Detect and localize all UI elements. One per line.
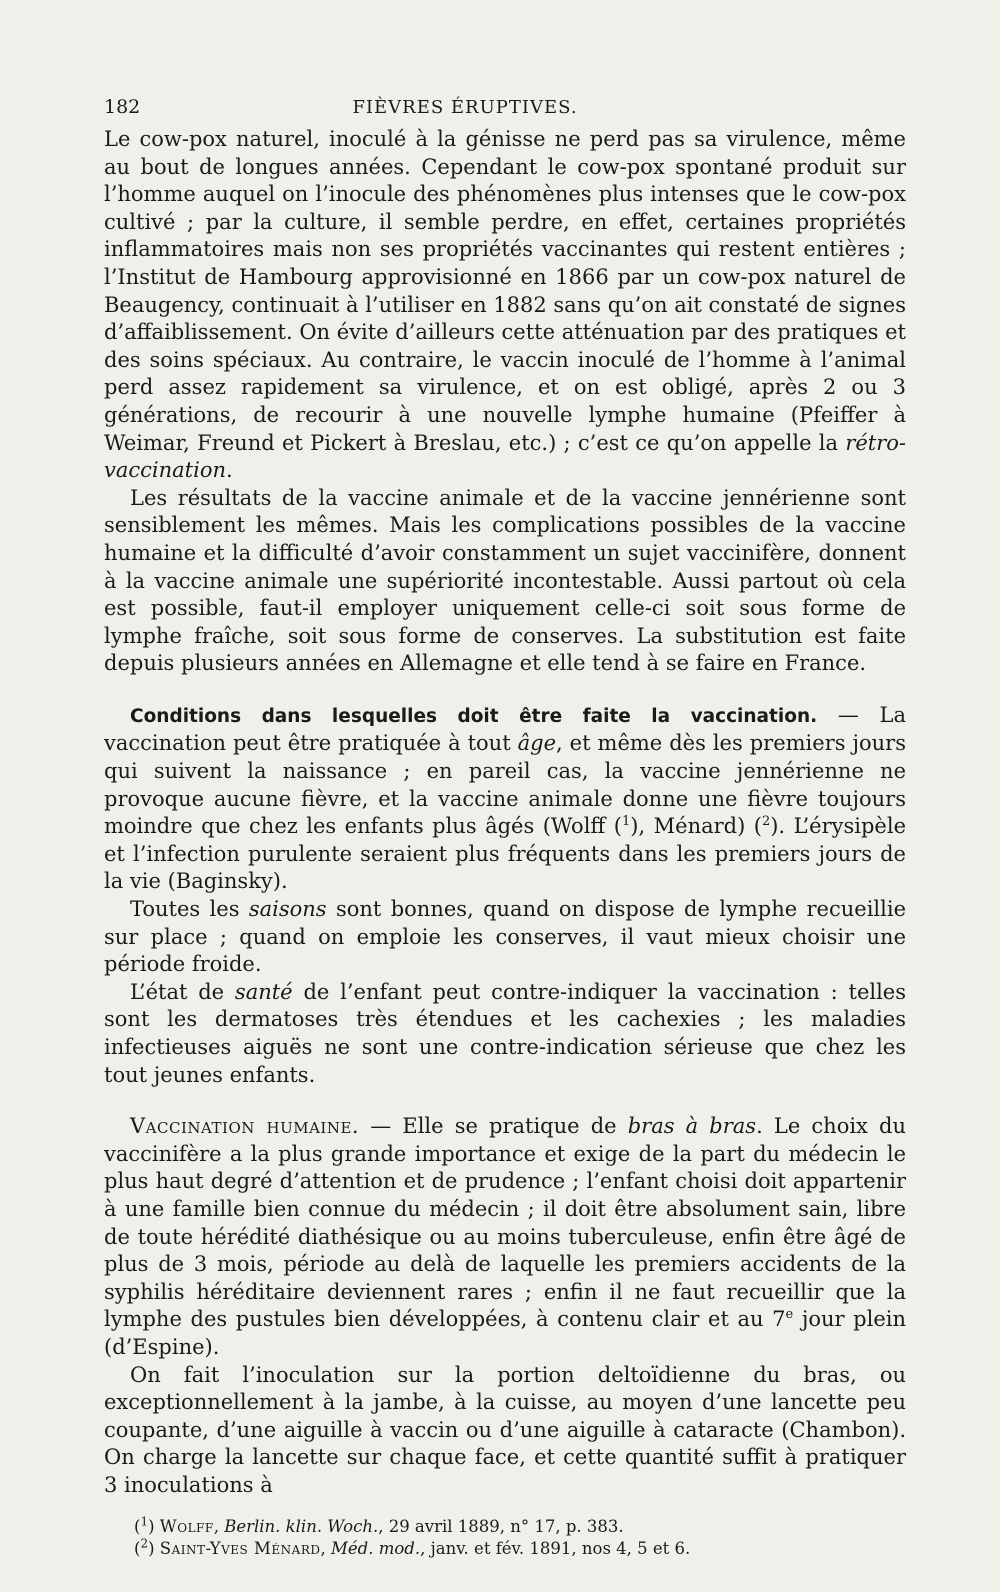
text-run: Toutes les: [130, 897, 249, 922]
section-gap: [104, 1089, 906, 1113]
text-run: ), Ménard) (: [630, 814, 762, 839]
paragraph-conditions: [104, 702, 906, 896]
italic-term: santé: [234, 979, 293, 1004]
text-run: .: [226, 458, 233, 483]
paragraph-human-vaccination: [104, 1113, 906, 1361]
section-heading-human-vaccination: Vaccination humaine.: [130, 1114, 360, 1139]
main-text: [104, 126, 906, 1500]
footnotes: [104, 1516, 906, 1560]
footnote-journal: Berlin. klin. Woch.: [224, 1516, 379, 1536]
text-run: — Elle se pratique de: [359, 1114, 628, 1139]
italic-term: bras à bras: [627, 1114, 757, 1139]
paragraph-results: Les résultats de la vaccine animale et de la vaccine jennérienne sont sensiblement les mêmes. Mais les complications possibles de la vaccine humaine et la difficulté d’avoir constamment un sujet vaccinifère, donnent à la vaccine animale une supériorité incontestable. Aussi partout où cela est possible, faut-il employer uniquement celle-ci soit sous forme de lymphe fraîche, soit sous forme de conserves. La substitution est faite depuis plusieurs années en Allemagne et elle tend à se faire en France.: [104, 485, 906, 676]
text-run: L’état de: [130, 979, 235, 1004]
footnote-author: Wolff: [159, 1516, 214, 1536]
text-run: . Le choix du vaccinifère a la plus grande importance et exige de la part du médecin le plus haut degré d’attention et de prudence ; l’enfant choisi doit appartenir à une famille bien connue du médecin ; il doit être absolument sain, libre de toute hérédité diathésique ou au moins tuberculeuse, enfin être âgé de plus de 3 mois, période au delà de laquelle les premiers accidents de la syphilis héréditaire deviennent rares ; enfin il ne faut recueillir que la lymphe des pustules bien développées, à contenu clair et au 7: [104, 1114, 907, 1332]
text-run: de l’enfant peut contre-indiquer la vaccination : telles sont les dermatoses très étendues et les cachexies ; les maladies infectieuses aiguës ne sont une contre-indication sérieuse que chez les tout jeunes enfants.: [104, 979, 907, 1087]
text-run: sont bonnes, quand on dispose de lymphe recueillie sur place ; quand on emploie les conserves, il vaut mieux choisir une période froide.: [104, 897, 906, 977]
italic-term: saisons: [248, 897, 327, 922]
text-run: — La vaccination peut être pratiquée à tout: [104, 702, 906, 756]
paragraph-seasons: [104, 896, 906, 979]
footnote-details: , 29 avril 1889, n° 17, p. 383.: [378, 1516, 624, 1536]
footnote-1: ($^1$) Wolff, Berlin. klin. Woch., 29 avril 1889, n° 17, p. 383.: [134, 1514, 624, 1536]
italic-term: rétro-vaccination: [104, 430, 906, 483]
text-run: ). L’érysipèle et l’infection purulente seraient plus fréquents dans les premiers jours de la vie (Baginsky).: [104, 814, 906, 894]
footnote-details: , janv. et fév. 1891, nos 4, 5 et 6.: [420, 1538, 691, 1558]
page-header: [104, 96, 906, 126]
footnote-ref-1: 1: [622, 814, 631, 830]
paragraph-inoculation: On fait l’inoculation sur la portion deltoïdienne du bras, ou exceptionnellement à la jambe, à la cuisse, au moyen d’une lancette peu coupante, d’une aiguille à vaccin ou d’une aiguille à cataracte (Chambon). On charge la lancette sur chaque face, et cette quantité suffit à pratiquer 3 inoculations à: [104, 1362, 906, 1497]
section-gap: [104, 678, 906, 702]
superscript: e: [785, 1307, 794, 1323]
italic-term: âge: [517, 731, 557, 756]
section-heading-conditions: Conditions dans lesquelles doit être faite la vaccination.: [130, 705, 818, 727]
text-run: Le cow-pox naturel, inoculé à la génisse ne perd pas sa virulence, même au bout de longues années. Cependant le cow-pox spontané produit sur l’homme auquel on l’inocule des phénomènes plus intenses que le cow-pox cultivé ; par la culture, il semble perdre, en effet, certaines propriétés inflammatoires mais non ses propriétés vaccinantes qui restent entières ; l’Institut de Hambourg approvisionné en 1866 par un cow-pox naturel de Beaugency, continuait à l’utiliser en 1882 sans qu’on ait constaté de signes d’affaiblissement. On évite d’ailleurs cette atténuation par des pratiques et des soins spéciaux. Au contraire, le vaccin inoculé de l’homme à l’animal perd assez rapidement sa virulence, et on est obligé, après 2 ou 3 générations, de recourir à une nouvelle lymphe humaine (Pfeiffer à Weimar, Freund et Pickert à Breslau, etc.) ; c’est ce qu’on appelle la: [104, 127, 906, 455]
text-run: jour plein (d’Espine).: [104, 1307, 906, 1359]
footnote-mark: 2: [140, 1536, 149, 1550]
footnote-mark: 1: [140, 1514, 149, 1528]
footnote-2: ($^2$) Saint-Yves Ménard, Méd. mod., janv. et fév. 1891, nos 4, 5 et 6.: [134, 1536, 691, 1558]
footnote-ref-2: 2: [761, 814, 771, 830]
footnote-author: Saint-Yves Ménard: [159, 1538, 321, 1558]
page-number: 182: [104, 96, 141, 118]
paragraph-health: [104, 979, 906, 1089]
paragraph-cowpox: [104, 126, 906, 485]
text-run: , et même dès les premiers jours qui suivent la naissance ; en pareil cas, la vaccine jennérienne ne provoque aucune fièvre, et la vaccine animale donne une fièvre toujours moindre que chez les enfants plus âgés (Wolff (: [104, 731, 906, 839]
footnote-journal: Méd. mod.: [331, 1538, 421, 1558]
running-title: FIÈVRES ÉRUPTIVES.: [352, 97, 578, 118]
